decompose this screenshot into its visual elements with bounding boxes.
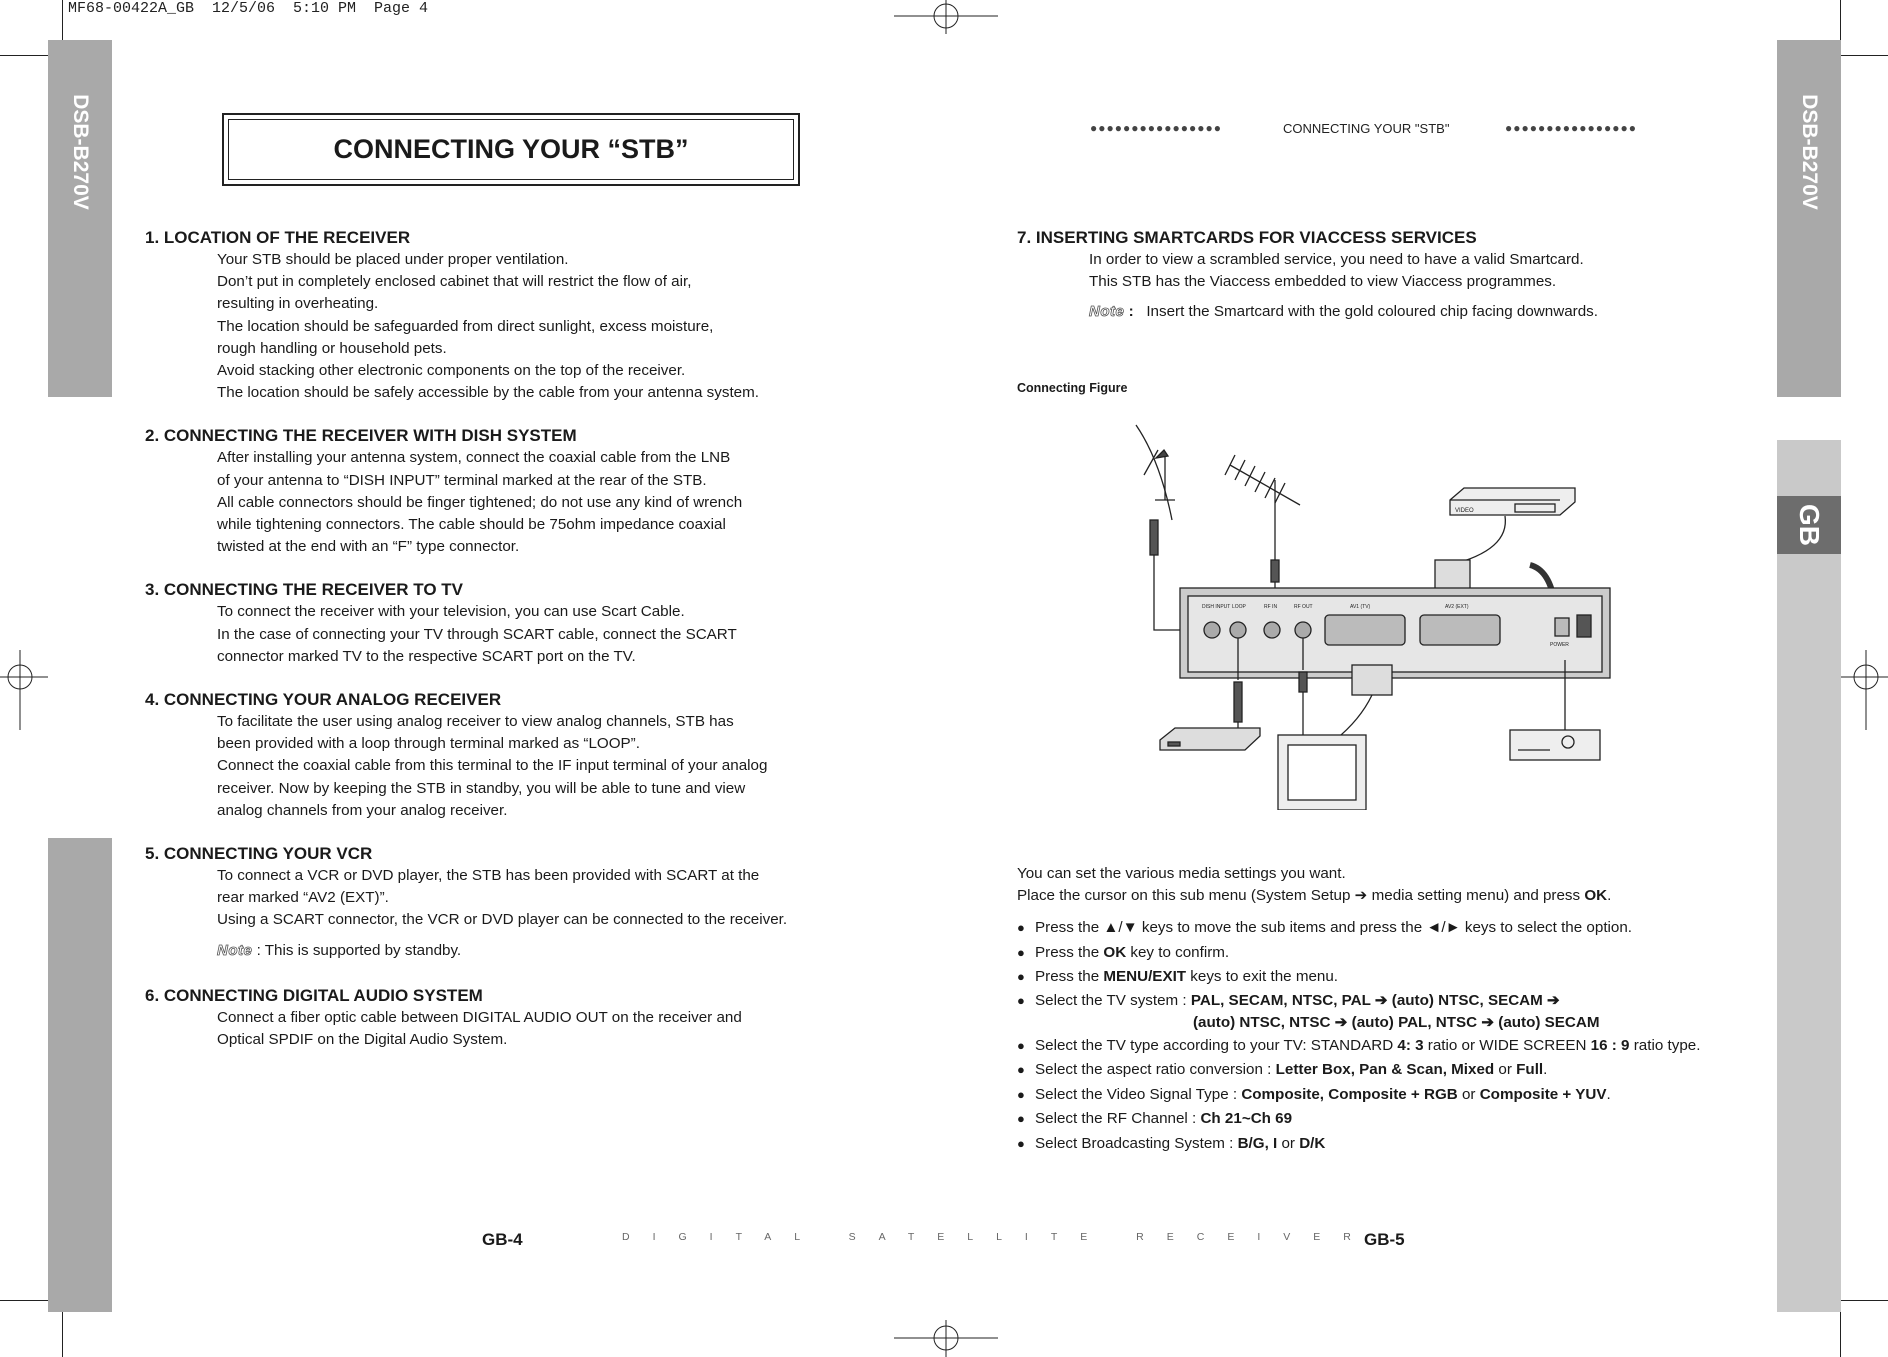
text-line: while tightening connectors. The cable should be 75ohm impedance coaxial bbox=[217, 516, 726, 534]
text-line: resulting in overheating. bbox=[217, 295, 379, 313]
loop-label: LOOP bbox=[1232, 604, 1246, 610]
section-2 bbox=[145, 424, 865, 558]
text-line: twisted at the end with an “F” type connector. bbox=[217, 538, 520, 556]
bullet-text: Select the TV type according to your TV: STANDARD bbox=[1035, 1036, 1398, 1054]
bullet-text: Select the TV system : bbox=[1035, 991, 1191, 1009]
tv-antenna-icon bbox=[1225, 455, 1300, 530]
intro-line: You can set the various media settings you want. bbox=[1017, 865, 1346, 882]
text-line: To facilitate the user using analog receiver to view analog channels, STB has bbox=[217, 713, 734, 731]
bullet-list bbox=[1017, 916, 1777, 1156]
text-line: receiver. Now by keeping the STB in standby, you will be able to tune and view bbox=[217, 779, 746, 797]
bullet-bold: Ch 21~Ch 69 bbox=[1200, 1110, 1293, 1127]
list-item bbox=[1017, 1107, 1777, 1132]
crop-mark bbox=[62, 1310, 63, 1357]
list-item bbox=[1017, 965, 1777, 990]
bullet-text: Select the aspect ratio conversion : bbox=[1035, 1061, 1276, 1078]
side-tab-bottom-right bbox=[1777, 440, 1841, 1312]
bullet-bold: D/K bbox=[1299, 1134, 1326, 1152]
bullet-text: Press the ▲/▼ keys to move the sub items and press the ◄/► keys to select the option. bbox=[1035, 919, 1633, 936]
printer-header: MF68-00422A_GB 12/5/06 5:10 PM Page 4 bbox=[68, 0, 429, 17]
registration-mark-icon bbox=[894, 0, 998, 34]
registration-mark-icon bbox=[894, 1320, 998, 1357]
section-heading: 5. CONNECTING YOUR VCR bbox=[145, 844, 373, 864]
connecting-figure bbox=[1120, 420, 1640, 810]
crop-mark bbox=[0, 55, 48, 56]
note-label: Note bbox=[1089, 303, 1125, 321]
page-number-right: GB-5 bbox=[1364, 1230, 1405, 1249]
text-line: been provided with a loop through terminal marked as “LOOP”. bbox=[217, 735, 640, 753]
section-heading: 6. CONNECTING DIGITAL AUDIO SYSTEM bbox=[145, 985, 483, 1005]
text-line: connector marked TV to the respective SCART port on the TV. bbox=[217, 647, 636, 665]
vcr-label: VIDEO bbox=[1455, 508, 1474, 514]
analog-receiver-icon bbox=[1160, 728, 1260, 750]
intro-text: Place the cursor on this sub menu (System Setup ➔ media setting menu) and press bbox=[1017, 887, 1585, 904]
section-body bbox=[217, 711, 865, 822]
text-line: In order to view a scrambled service, you need to have a valid Smartcard. bbox=[1089, 251, 1584, 268]
page-title: CONNECTING YOUR “STB” bbox=[228, 119, 794, 180]
page-number-left: GB-4 bbox=[482, 1230, 523, 1249]
intro-text: . bbox=[1607, 887, 1612, 904]
bullet-text: . bbox=[1606, 1085, 1611, 1103]
crop-mark bbox=[62, 0, 63, 42]
text-line: To connect the receiver with your television, you can use Scart Cable. bbox=[217, 603, 685, 621]
bullet-bold: MENU/EXIT bbox=[1103, 968, 1187, 985]
bullet-bold: PAL, SECAM, NTSC, PAL ➔ (auto) NTSC, SECAM ➔ bbox=[1190, 991, 1560, 1009]
bullet-bold: 16 : 9 bbox=[1590, 1036, 1630, 1054]
bullet-bold: Composite + YUV bbox=[1479, 1085, 1607, 1103]
text-line: of your antenna to “DISH INPUT” terminal marked at the rear of the STB. bbox=[217, 471, 707, 489]
note-text: Insert the Smartcard with the gold coloured chip facing downwards. bbox=[1146, 303, 1598, 321]
text-line: The location should be safeguarded from direct sunlight, excess moisture, bbox=[217, 317, 714, 335]
running-dots-left: ●●●●●●●●●●●●●●●● bbox=[1090, 121, 1222, 135]
text-line: The location should be safely accessible by the cable from your antenna system. bbox=[217, 384, 759, 402]
gb-tab bbox=[1777, 496, 1841, 554]
bullet-bold: Letter Box, Pan & Scan, Mixed bbox=[1275, 1061, 1495, 1078]
intro-ok: OK bbox=[1584, 887, 1608, 904]
crop-mark bbox=[1840, 1300, 1888, 1301]
list-item bbox=[1017, 916, 1777, 941]
footer-text: DIGITAL SATELLITE RECEIVER bbox=[622, 1231, 1374, 1243]
media-settings bbox=[1017, 863, 1777, 907]
list-item bbox=[1017, 990, 1777, 1012]
list-item bbox=[1017, 1034, 1777, 1059]
crop-mark bbox=[1840, 1310, 1841, 1357]
side-tab-bottom-left bbox=[48, 838, 112, 1312]
note-text: : This is supported by standby. bbox=[256, 941, 462, 959]
bullet-text: keys to exit the menu. bbox=[1186, 968, 1339, 985]
text-line: Avoid stacking other electronic components on the top of the receiver. bbox=[217, 362, 686, 380]
crop-mark bbox=[1840, 0, 1841, 42]
registration-mark-icon bbox=[1840, 650, 1888, 730]
left-column bbox=[145, 226, 865, 1051]
text-line: After installing your antenna system, connect the coaxial cable from the LNB bbox=[217, 449, 731, 467]
text-line: In the case of connecting your TV through SCART cable, connect the SCART bbox=[217, 625, 737, 643]
running-dots-right: ●●●●●●●●●●●●●●●● bbox=[1505, 121, 1637, 135]
section-body bbox=[217, 865, 865, 962]
satellite-dish-icon bbox=[1136, 425, 1175, 520]
section-5 bbox=[145, 842, 865, 962]
section-body bbox=[217, 601, 865, 668]
section-6 bbox=[145, 984, 865, 1051]
section-heading: 1. LOCATION OF THE RECEIVER bbox=[145, 228, 411, 247]
bullet-text: Select the RF Channel : bbox=[1035, 1110, 1201, 1127]
section-body bbox=[1089, 249, 1757, 324]
bullet-bold: Full bbox=[1516, 1061, 1544, 1078]
list-item bbox=[1017, 1132, 1777, 1157]
bullet-text: or bbox=[1277, 1134, 1300, 1152]
stb-receiver-icon bbox=[1180, 588, 1610, 678]
rf-out-label: RF OUT bbox=[1294, 604, 1313, 610]
side-label-left: DSB-B270V bbox=[69, 94, 92, 210]
section-7 bbox=[1017, 226, 1757, 324]
list-item-continuation bbox=[1017, 1012, 1777, 1034]
section-4 bbox=[145, 688, 865, 822]
section-body bbox=[217, 447, 865, 558]
text-line: Using a SCART connector, the VCR or DVD player can be connected to the receiver. bbox=[217, 911, 788, 929]
rf-in-label: RF IN bbox=[1264, 604, 1278, 610]
bullet-text: Select Broadcasting System : bbox=[1035, 1134, 1238, 1152]
text-line: Connect a fiber optic cable between DIGITAL AUDIO OUT on the receiver and bbox=[217, 1008, 742, 1026]
bullet-text: key to confirm. bbox=[1126, 943, 1230, 961]
note-line bbox=[217, 940, 865, 962]
text-line: This STB has the Viaccess embedded to view Viaccess programmes. bbox=[1089, 273, 1557, 291]
section-body bbox=[217, 1007, 865, 1051]
crop-mark bbox=[0, 1300, 48, 1301]
bullet-text: Press the bbox=[1035, 943, 1104, 961]
note-label: Note bbox=[217, 941, 253, 959]
text-line: Optical SPDIF on the Digital Audio System. bbox=[217, 1031, 508, 1049]
note-colon: : bbox=[1128, 303, 1134, 321]
bullet-bold: Composite, Composite + RGB bbox=[1241, 1085, 1458, 1103]
side-label-right: DSB-B270V bbox=[1798, 94, 1821, 210]
section-3 bbox=[145, 578, 865, 668]
av2-label: AV2 (EXT) bbox=[1445, 604, 1469, 610]
section-heading: 2. CONNECTING THE RECEIVER WITH DISH SYSTEM bbox=[145, 426, 577, 446]
text-line: All cable connectors should be finger tightened; do not use any kind of wrench bbox=[217, 493, 743, 511]
text-line: Connect the coaxial cable from this terminal to the IF input terminal of your analog bbox=[217, 757, 768, 775]
dish-input-label: DISH INPUT bbox=[1202, 604, 1231, 610]
note-line bbox=[1089, 301, 1757, 323]
bullet-text: Press the bbox=[1035, 968, 1104, 985]
power-label: POWER bbox=[1550, 642, 1569, 648]
bullet-text: or bbox=[1457, 1085, 1480, 1103]
section-heading: 3. CONNECTING THE RECEIVER TO TV bbox=[145, 580, 464, 600]
bullet-text: ratio or WIDE SCREEN bbox=[1423, 1036, 1591, 1054]
audio-system-icon bbox=[1510, 730, 1600, 760]
section-1 bbox=[145, 226, 865, 404]
running-head: CONNECTING YOUR "STB" bbox=[1283, 121, 1450, 136]
bullet-bold: B/G, I bbox=[1237, 1134, 1278, 1152]
text-line: To connect a VCR or DVD player, the STB has been provided with SCART at the bbox=[217, 867, 760, 885]
figure-label: Connecting Figure bbox=[1017, 381, 1128, 395]
bullet-bold: 4: 3 bbox=[1397, 1036, 1424, 1054]
section-body bbox=[217, 249, 865, 404]
av1-label: AV1 (TV) bbox=[1350, 604, 1371, 610]
registration-mark-icon bbox=[0, 650, 48, 730]
intro-line bbox=[1017, 885, 1777, 907]
crop-mark bbox=[1840, 55, 1888, 56]
title-box bbox=[222, 113, 800, 186]
section-heading: 7. INSERTING SMARTCARDS FOR VIACCESS SERVICES bbox=[1017, 228, 1477, 247]
bullet-bold: OK bbox=[1103, 943, 1127, 961]
section-heading: 4. CONNECTING YOUR ANALOG RECEIVER bbox=[145, 690, 502, 710]
bullet-text: . bbox=[1543, 1061, 1548, 1078]
gb-tab-label: GB bbox=[1794, 504, 1825, 546]
text-line: rear marked “AV2 (EXT)”. bbox=[217, 889, 389, 907]
text-line: rough handling or household pets. bbox=[217, 339, 447, 357]
bullet-text: ratio type. bbox=[1629, 1036, 1701, 1054]
bullet-text: Select the Video Signal Type : bbox=[1035, 1085, 1242, 1103]
list-item bbox=[1017, 1058, 1777, 1083]
list-item bbox=[1017, 1083, 1777, 1108]
list-item bbox=[1017, 941, 1777, 966]
text-line: analog channels from your analog receiver. bbox=[217, 801, 508, 819]
bullet-text: or bbox=[1494, 1061, 1517, 1078]
text-line: Your STB should be placed under proper ventilation. bbox=[217, 251, 569, 268]
television-icon bbox=[1278, 735, 1366, 810]
text-line: Don’t put in completely enclosed cabinet that will restrict the flow of air, bbox=[217, 273, 692, 291]
bullet-bold: (auto) NTSC, NTSC ➔ (auto) PAL, NTSC ➔ (auto) SECAM bbox=[1193, 1013, 1600, 1031]
